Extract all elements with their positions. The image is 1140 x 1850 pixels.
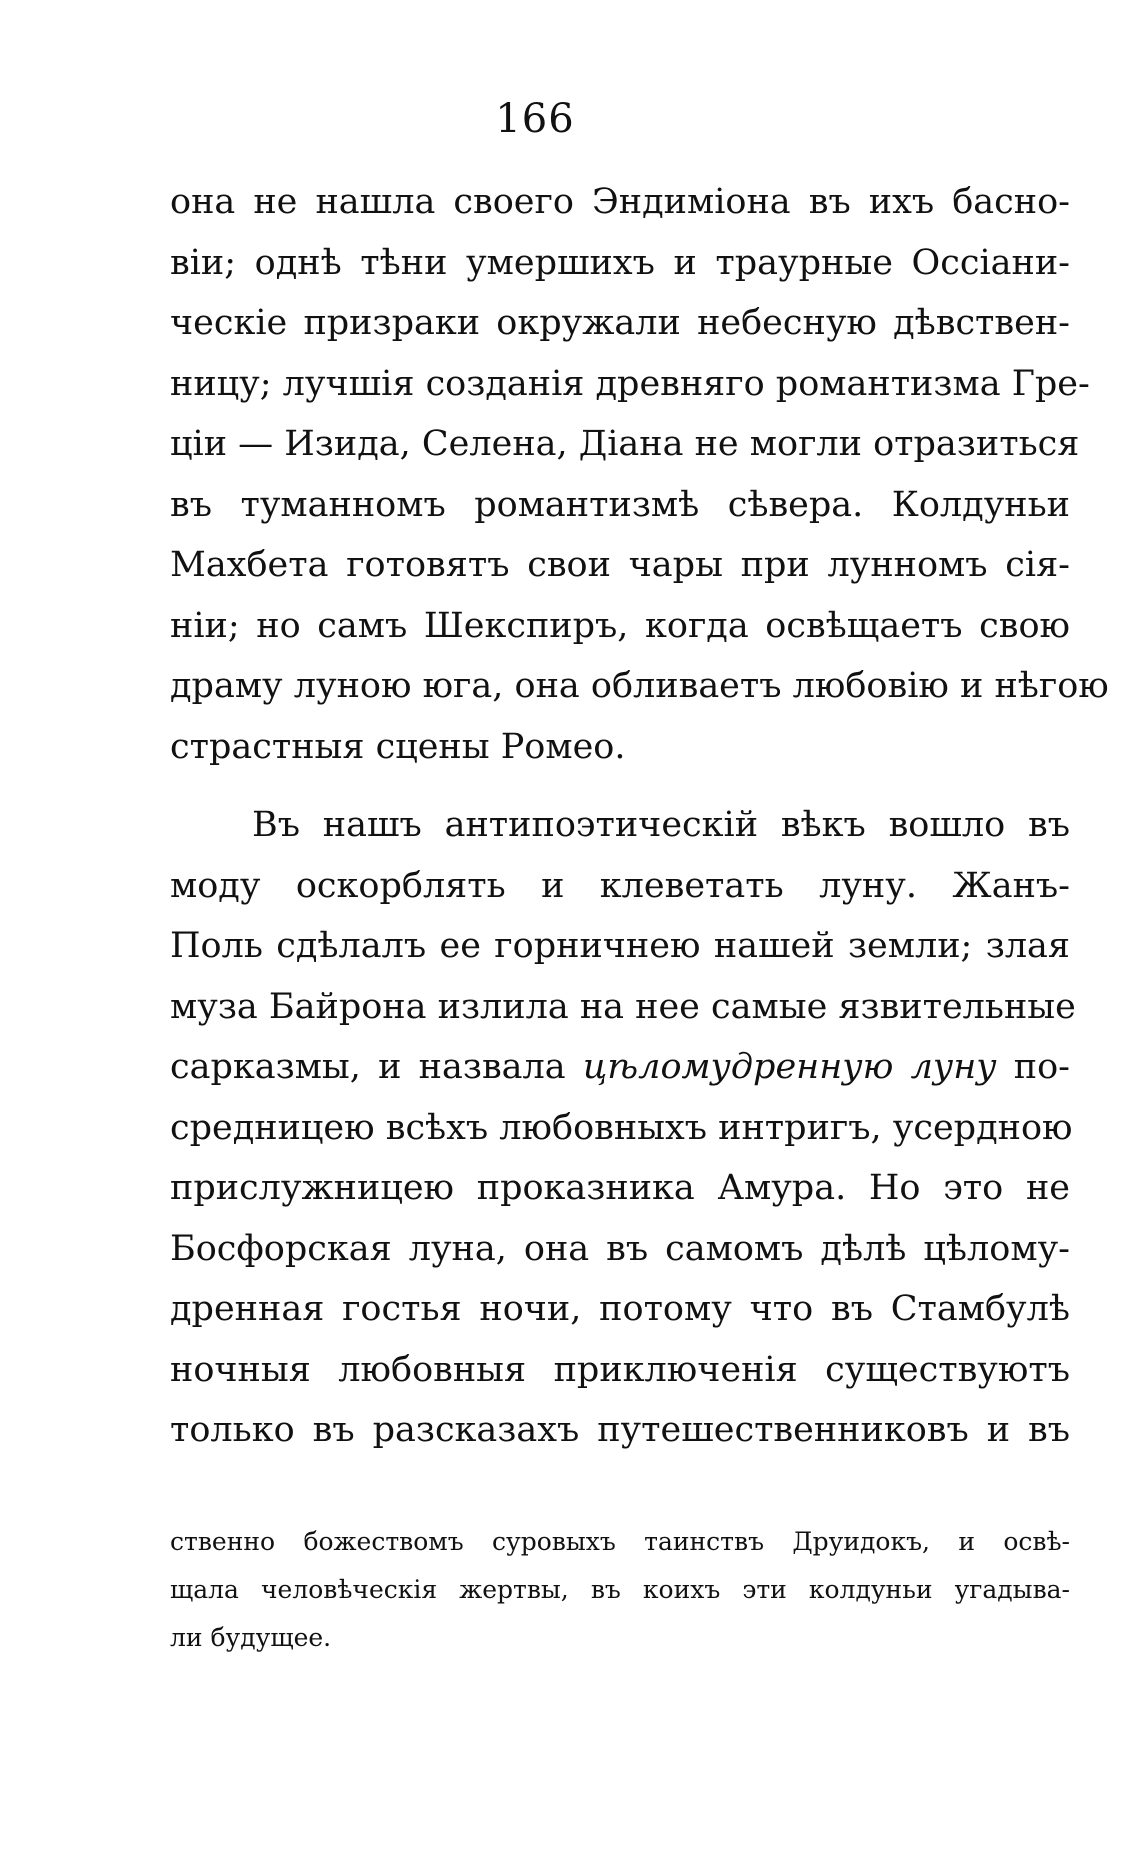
footnote-line: щала человѣческія жертвы, въ коихъ эти колдуньи угадыва- [170,1575,1070,1604]
paragraph-gap [170,777,1070,795]
text-line: только въ разсказахъ путешественниковъ и въ [170,1410,1070,1450]
paragraph-2 [170,795,1076,1461]
text-segment: по- [996,1047,1071,1087]
footnote [170,1518,1070,1662]
text-line: ночныя любовныя приключенія существуютъ [170,1349,1070,1390]
main-text [170,172,1109,1461]
text-line: ческіе призраки окружали небесную дѣвствен- [170,303,1070,343]
page-number: 166 [495,96,575,142]
text-line: ницу; лучшія созданія древняго романтизма Гре- [170,363,1090,404]
text-line: Махбета готовятъ свои чары при лунномъ сія- [170,545,1070,585]
text-line: Въ нашъ антипоэтическій вѣкъ вошло въ [252,805,1070,845]
footnote-line: ли будущее. [170,1623,332,1652]
paragraph-1 [170,172,1109,777]
text-line: Босфорская луна, она въ самомъ дѣлѣ цѣлому- [170,1228,1070,1269]
text-line: она не нашла своего Эндиміона въ ихъ басно- [170,182,1070,222]
text-line: страстныя сцены Ромео. [170,726,626,767]
text-line: въ туманномъ романтизмѣ сѣвера. Колдуньи [170,484,1070,525]
text-line: драму луною юга, она обливаетъ любовію и нѣгою [170,666,1109,706]
text-line: ніи; но самъ Шекспиръ, когда освѣщаетъ свою [170,605,1070,646]
text-line: дренная гостья ночи, потому что въ Стамбулѣ [170,1289,1070,1329]
text-line-with-italic [170,1037,1070,1098]
text-line: ціи — Изида, Селена, Діана не могли отразиться [170,424,1080,464]
text-segment: сарказмы, и назвала [170,1047,583,1087]
text-line: Поль сдѣлалъ ее горничнею нашей земли; злая [170,926,1070,966]
text-line: муза Байрона излила на нее самые язвительные [170,986,1076,1027]
footnote-line: ственно божествомъ суровыхъ таинствъ Друидокъ, и освѣ- [170,1527,1070,1556]
text-line: средницею всѣхъ любовныхъ интригъ, усердною [170,1107,1073,1148]
text-line: моду оскорблять и клеветать луну. Жанъ- [170,865,1070,906]
text-line: віи; однѣ тѣни умершихъ и траурные Оссіани- [170,242,1070,283]
text-line: прислужницею проказника Амура. Но это не [170,1168,1070,1208]
italic-phrase: цѣломудренную луну [582,1047,997,1087]
